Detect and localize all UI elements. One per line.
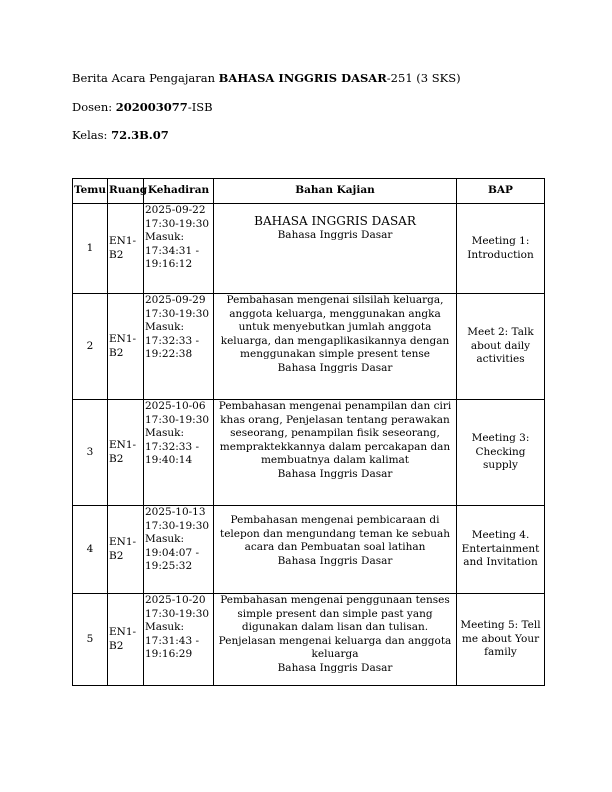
tanggal: 2025-10-06 (145, 400, 206, 412)
course-name: BAHASA INGGRIS DASAR (218, 71, 387, 85)
bahan-sub: Bahasa Inggris Dasar (277, 361, 393, 374)
kelas-line (72, 128, 169, 142)
jam: 17:30-19:30 (145, 217, 210, 230)
kehadiran-cell (144, 506, 214, 594)
masuk-time: 17:32:33 - 19:22:38 (145, 334, 200, 360)
tanggal: 2025-10-20 (145, 594, 206, 606)
column-header-bap: BAP (457, 179, 545, 204)
bap-cell: Meeting 1: Introduction (457, 204, 545, 294)
bap-cell: Meeting 5: Tell me about Your family (457, 594, 545, 686)
temu-cell: 5 (73, 594, 108, 686)
temu-cell: 3 (73, 400, 108, 506)
document-title (72, 71, 461, 85)
ruang-cell: EN1-B2 (108, 400, 144, 506)
table-row (73, 294, 545, 400)
masuk-label: Masuk: (145, 321, 185, 333)
dosen-label: Dosen: (72, 100, 116, 114)
column-header-ruang: Ruang (108, 179, 144, 204)
bahan-kajian-cell (214, 506, 457, 594)
masuk-time: 19:04:07 - 19:25:32 (145, 546, 200, 572)
table-header-row (73, 179, 545, 204)
kehadiran-cell (144, 400, 214, 506)
jam: 17:30-19:30 (145, 307, 210, 320)
tanggal: 2025-10-13 (145, 506, 206, 518)
bahan-kajian-cell (214, 594, 457, 686)
masuk-label: Masuk: (145, 621, 185, 633)
bahan-desc: Pembahasan mengenai silsilah keluarga, anggota keluarga, menggunakan angka untuk menyebutkan jumlah anggota keluarga, dan mengaplikasikannya dengan menggunakan simple present tense (220, 294, 450, 360)
masuk-time: 17:34:31 - 19:16:12 (145, 244, 200, 270)
column-header-kehadiran: Kehadiran (144, 179, 214, 204)
masuk-time: 17:32:33 - 19:40:14 (145, 440, 200, 466)
tanggal: 2025-09-22 (145, 204, 206, 216)
bap-cell: Meeting 4. Entertainment and Invitation (457, 506, 545, 594)
bahan-kajian-cell (214, 294, 457, 400)
temu-cell: 2 (73, 294, 108, 400)
masuk-label: Masuk: (145, 533, 185, 545)
masuk-label: Masuk: (145, 231, 185, 243)
bahan-desc: Pembahasan mengenai penampilan dan ciri khas orang, Penjelasan tentang perawakan seseorang, penampilan fisik seseorang, mempraktekkannya dalam percakapan dan membuatnya dalam kalimat (218, 400, 452, 466)
masuk-time: 17:31:43 - 19:16:29 (145, 634, 200, 660)
bap-cell: Meeting 3: Checking supply (457, 400, 545, 506)
dosen-id: 202003077 (115, 100, 188, 114)
ruang-cell: EN1-B2 (108, 594, 144, 686)
kehadiran-cell (144, 294, 214, 400)
masuk-label: Masuk: (145, 427, 185, 439)
jam: 17:30-19:30 (145, 413, 210, 426)
table-row (73, 506, 545, 594)
tanggal: 2025-09-29 (145, 294, 206, 306)
bahan-sub: Bahasa Inggris Dasar (277, 229, 393, 241)
title-prefix: Berita Acara Pengajaran (72, 71, 219, 85)
bahan-kajian-cell (214, 400, 457, 506)
column-header-temu: Temu (73, 179, 108, 204)
kelas-value: 72.3B.07 (111, 128, 169, 142)
kehadiran-cell (144, 594, 214, 686)
bahan-desc: Pembahasan mengenai penggunaan tenses simple present dan simple past yang digunakan dalam lisan dan tulisan. Penjelasan mengenai keluarga dan anggota keluarga (218, 594, 452, 660)
title-suffix: -251 (3 SKS) (386, 71, 461, 85)
ruang-cell: EN1-B2 (108, 506, 144, 594)
kelas-label: Kelas: (72, 128, 112, 142)
dosen-line (72, 100, 213, 114)
bahan-sub: Bahasa Inggris Dasar (277, 661, 393, 674)
kehadiran-cell (144, 204, 214, 294)
temu-cell: 4 (73, 506, 108, 594)
temu-cell: 1 (73, 204, 108, 294)
bahan-sub: Bahasa Inggris Dasar (277, 554, 393, 567)
bap-cell: Meet 2: Talk about daily activities (457, 294, 545, 400)
dosen-suffix: -ISB (187, 100, 213, 114)
table-row (73, 594, 545, 686)
bahan-kajian-cell (214, 204, 457, 294)
ruang-cell: EN1-B2 (108, 294, 144, 400)
jam: 17:30-19:30 (145, 519, 210, 532)
bahan-desc: Pembahasan mengenai pembicaraan di telepon dan mengundang teman ke sebuah acara dan Pembuatan soal latihan (220, 514, 450, 553)
ruang-cell: EN1-B2 (108, 204, 144, 294)
bap-table (72, 178, 545, 686)
bahan-title: BAHASA INGGRIS DASAR (254, 214, 416, 228)
column-header-bahan-kajian: Bahan Kajian (214, 179, 457, 204)
table-row (73, 204, 545, 294)
table-row (73, 400, 545, 506)
jam: 17:30-19:30 (145, 607, 210, 620)
bahan-sub: Bahasa Inggris Dasar (277, 467, 393, 480)
